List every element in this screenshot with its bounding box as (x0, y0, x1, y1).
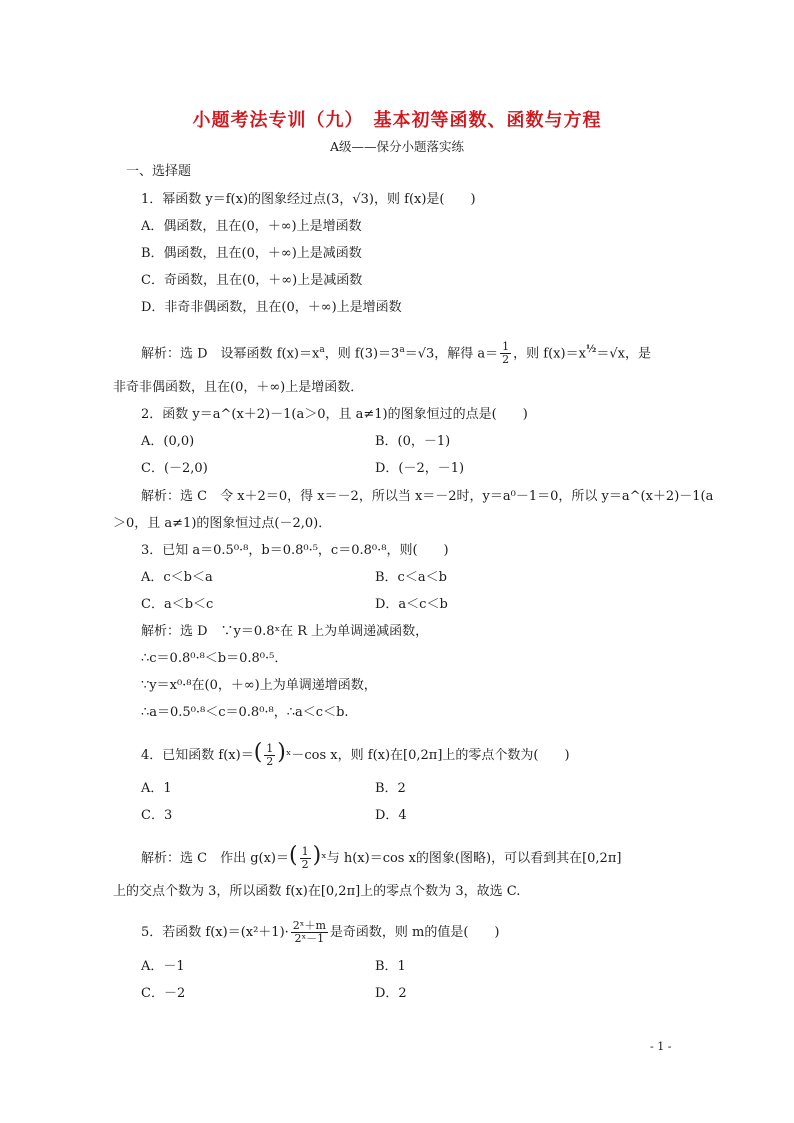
q1-solution-line1 (141, 340, 651, 366)
page-number: - 1 - (650, 1040, 672, 1053)
q1-option-a: A．偶函数，且在(0，＋∞)上是增函数 (141, 219, 362, 234)
q4-sol-text-a: 解析：选 C 作出 g(x)＝ (141, 851, 290, 866)
q5-stem-text-b: 是奇函数，则 m的值是( ) (329, 925, 500, 940)
page-subtitle: A级——保分小题落实练 (329, 139, 465, 154)
q1-sol-text-c: ＝√3，解得 a＝ (404, 346, 499, 362)
q4-stem-text-b: ˣ－cos x，则 f(x)在[0,2π]上的零点个数为( ) (285, 748, 570, 763)
q4-stem (141, 740, 570, 768)
q3-solution-line3: ∵y＝x⁰·⁸在(0，＋∞)上为单调递增函数， (141, 678, 377, 693)
q5-option-a: A．－1 (141, 959, 185, 974)
q2-stem: 2．函数 y＝a^(x＋2)－1(a＞0，且 a≠1)的图象恒过的点是( ) (141, 407, 528, 422)
section-heading: 一、选择题 (126, 164, 192, 179)
q1-sol-fraction (500, 341, 511, 366)
q2-option-b: B．(0，－1) (375, 434, 451, 449)
q4-option-d: D．4 (375, 808, 407, 823)
q1-sol-text-d: ，则 f(x)＝x (513, 346, 586, 362)
q1-sol-text-b: ，则 f(3)＝3 (324, 346, 400, 362)
q3-solution-line1: 解析：选 D ∵y＝0.8ˣ在 R 上为单调递减函数， (141, 624, 429, 639)
q2-option-d: D．(－2，－1) (375, 461, 465, 476)
q4-frac-num: 1 (266, 742, 274, 755)
q4-sol-paren-open: ( (289, 843, 298, 868)
q4-stem-text-a: 4．已知函数 f(x)＝ (141, 748, 254, 763)
q2-solution-line2: ＞0，且 a≠1)的图象恒过点(－2,0)． (113, 516, 332, 531)
q1-sol-frac-den: 2 (502, 353, 510, 367)
q4-sol-text-b: ˣ与 h(x)＝cos x的图象(图略)，可以看到其在[0,2π] (321, 851, 622, 866)
q3-option-a: A．c＜b＜a (141, 570, 213, 585)
q4-solution-line1 (141, 843, 622, 871)
q4-sol-frac-den: 2 (301, 858, 309, 871)
q5-frac-num: 2ˣ＋m (292, 919, 326, 932)
q3-option-b: B．c＜a＜b (375, 570, 447, 585)
q3-solution-line2: ∴c＝0.8⁰·⁸＜b＝0.8⁰·⁵． (141, 651, 288, 666)
q4-paren-open: ( (253, 740, 263, 765)
q1-sol-text-a: 解析：选 D 设幂函数 f(x)＝x (141, 346, 320, 362)
q1-sol-text-e: ＝√x，是 (596, 346, 651, 362)
q2-option-a: A．(0,0) (141, 434, 195, 449)
q1-option-c: C．奇函数，且在(0，＋∞)上是减函数 (141, 273, 363, 288)
q4-sol-frac-num: 1 (301, 845, 309, 858)
q4-frac-den: 2 (266, 755, 274, 768)
q5-option-d: D．2 (375, 986, 407, 1001)
q5-stem-text-a: 5．若函数 f(x)＝(x²＋1)· (141, 925, 289, 940)
q3-option-d: D．a＜c＜b (375, 597, 448, 612)
q5-option-b: B．1 (375, 959, 406, 974)
q3-stem: 3．已知 a＝0.5⁰·⁸，b＝0.8⁰·⁵，c＝0.8⁰·⁸，则( ) (141, 543, 449, 558)
q1-sol-frac-num: 1 (502, 340, 510, 354)
q4-option-a: A．1 (141, 781, 172, 796)
q1-sol-exp-a: a (319, 345, 325, 355)
q5-stem (141, 920, 499, 945)
q1-solution-line2: 非奇非偶函数，且在(0，＋∞)上是增函数． (113, 380, 364, 395)
q1-option-d: D．非奇非偶函数，且在(0，＋∞)上是增函数 (141, 300, 402, 315)
q4-fraction (264, 743, 275, 768)
q2-solution-line1: 解析：选 C 令 x＋2＝0，得 x＝－2，所以当 x＝－2时，y＝a⁰－1＝0，所以 y＝a^(x＋2)－1(a (141, 489, 714, 504)
q1-sol-exp-d: ½ (585, 344, 597, 355)
q4-solution-line2: 上的交点个数为 3，所以函数 f(x)在[0,2π]上的零点个数为 3，故选 C. (113, 884, 521, 899)
q4-option-b: B．2 (375, 781, 406, 796)
q3-option-c: C．a＜b＜c (141, 597, 214, 612)
q4-sol-paren-close: ) (312, 843, 322, 868)
q4-sol-fraction (300, 846, 311, 871)
q1-sol-exp-b: a (399, 345, 405, 355)
q4-paren-close: ) (277, 740, 286, 765)
q1-option-b: B．偶函数，且在(0，＋∞)上是减函数 (141, 246, 362, 261)
q2-option-c: C．(－2,0) (141, 461, 208, 476)
q3-solution-line4: ∴a＝0.5⁰·⁸＜c＝0.8⁰·⁸，∴a＜c＜b. (141, 705, 349, 720)
q5-frac-den: 2ˣ－1 (294, 932, 325, 945)
q5-option-c: C．－2 (141, 986, 186, 1001)
q4-option-c: C．3 (141, 808, 173, 823)
page-title: 小题考法专训（九） 基本初等函数、函数与方程 (192, 110, 602, 131)
q1-stem: 1．幂函数 y＝f(x)的图象经过点(3，√3)，则 f(x)是( ) (141, 192, 476, 207)
q5-fraction (291, 920, 328, 945)
